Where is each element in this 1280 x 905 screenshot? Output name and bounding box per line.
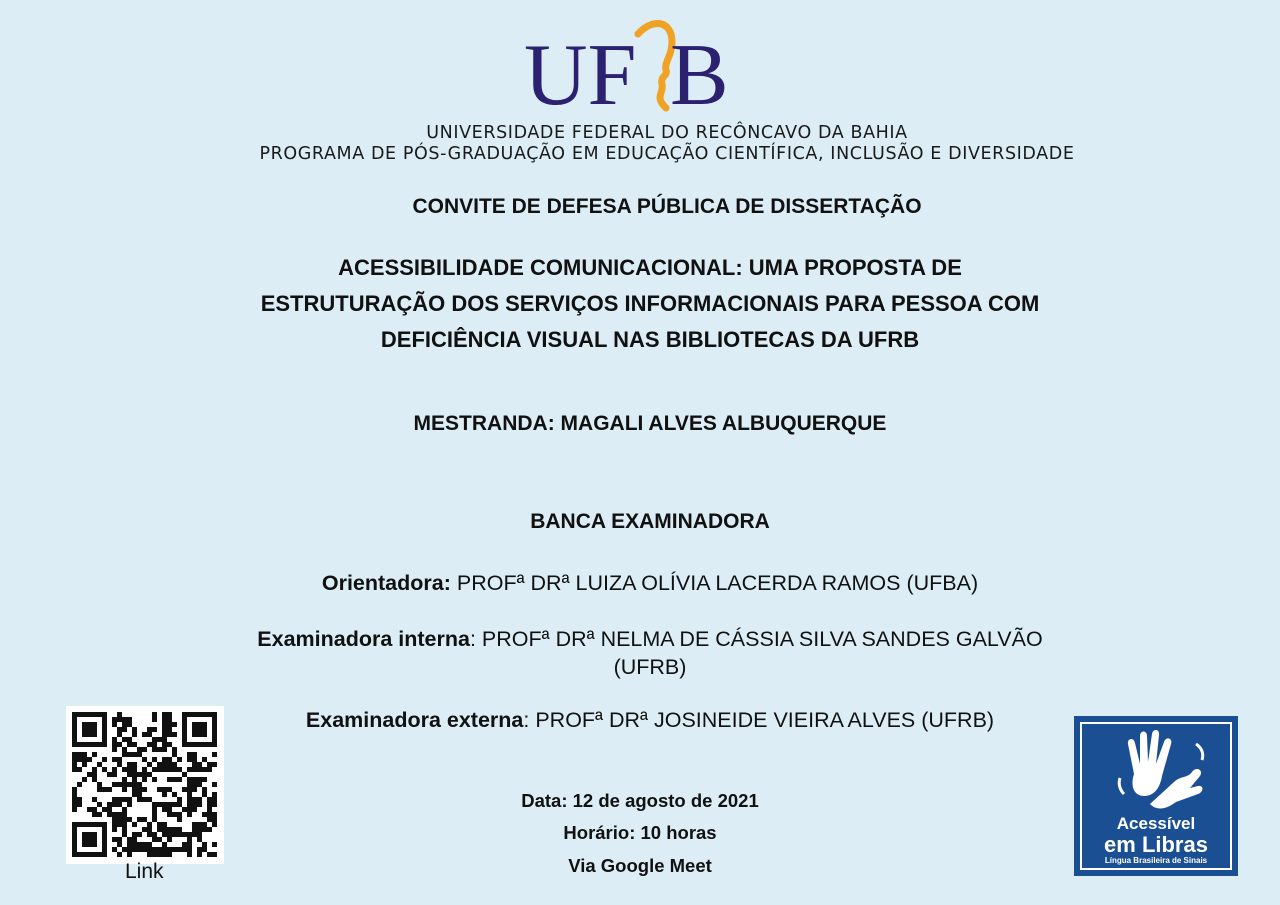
internal-examiner-label: Examinadora interna	[257, 627, 470, 651]
committee-heading: BANCA EXAMINADORA	[530, 510, 770, 533]
external-examiner-label: Examinadora externa	[305, 708, 524, 732]
ufrb-logo	[520, 14, 740, 114]
svg-text:B: B	[670, 27, 729, 114]
student-name: MESTRANDA: MAGALI ALVES ALBUQUERQUE	[413, 412, 887, 435]
sign-language-hands-icon	[1116, 730, 1206, 814]
university-name: UNIVERSIDADE FEDERAL DO RECÔNCAVO DA BAHIA	[426, 123, 908, 143]
event-platform: Via Google Meet	[568, 855, 712, 876]
thesis-title-line: ACESSIBILIDADE COMUNICACIONAL: UMA PROPOSTA DE	[338, 255, 962, 280]
event-time: Horário: 10 horas	[563, 822, 717, 843]
advisor-line	[0, 571, 1280, 596]
advisor-name: PROFª DRª LUIZA OLÍVIA LACERDA RAMOS (UFBA)	[450, 571, 979, 595]
qr-caption: Link	[125, 860, 164, 883]
svg-text:UF: UF	[524, 27, 637, 114]
libras-line-1: Acessível	[1116, 814, 1196, 833]
qr-code[interactable]	[66, 706, 224, 864]
thesis-title-line: ESTRUTURAÇÃO DOS SERVIÇOS INFORMACIONAIS PARA PESSOA COM	[260, 291, 1040, 316]
thesis-title	[0, 250, 1280, 358]
libras-line-3: Língua Brasileira de Sinais	[1104, 856, 1208, 865]
libras-badge	[1074, 716, 1238, 876]
program-name: PROGRAMA DE PÓS-GRADUAÇÃO EM EDUCAÇÃO CIENTÍFICA, INCLUSÃO E DIVERSIDADE	[259, 144, 1075, 164]
advisor-label: Orientadora:	[321, 571, 451, 595]
libras-line-2: em Libras	[1104, 832, 1208, 857]
thesis-title-line: DEFICIÊNCIA VISUAL NAS BIBLIOTECAS DA UFRB	[380, 327, 920, 352]
invitation-title: CONVITE DE DEFESA PÚBLICA DE DISSERTAÇÃO	[412, 195, 922, 218]
internal-examiner-name: : PROFª DRª NELMA DE CÁSSIA SILVA SANDES GALVÃO	[469, 627, 1043, 651]
internal-examiner-affiliation: (UFRB)	[613, 655, 687, 679]
event-date: Data: 12 de agosto de 2021	[521, 790, 759, 811]
internal-examiner	[0, 625, 1280, 681]
external-examiner-name: : PROFª DRª JOSINEIDE VIEIRA ALVES (UFRB)	[523, 708, 995, 732]
